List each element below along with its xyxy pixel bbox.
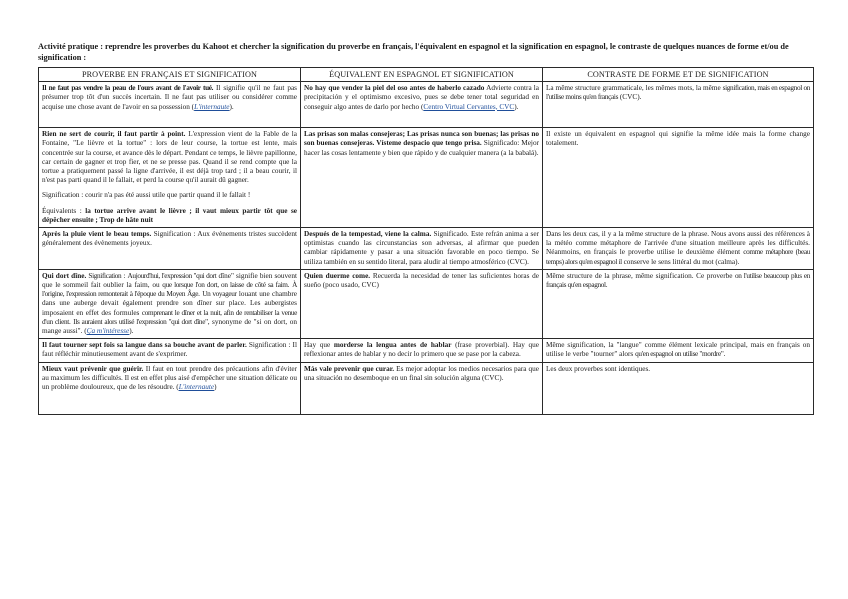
cell-french: Après la pluie vient le beau temps. Signification : Aux évènements tristes succèdent généralement des évènements joyeux.: [39, 228, 301, 270]
equivalents: la tortue arrive avant le lièvre ; il vaut mieux partir tôt que se dépêcher ensuite ; Trop de hâte nuit: [42, 206, 297, 224]
cell-contrast: Les deux proverbes sont identiques.: [543, 362, 814, 414]
cell-spanish: Hay que morderse la lengua antes de hablar (frase proverbial). Hay que reflexionar antes de hablar y no decir lo primero que se pase por la cabeza.: [301, 339, 543, 362]
source-link[interactable]: L'internaute: [178, 383, 215, 392]
cell-contrast: Même structure de la phrase, même signification. Ce proverbe on l'utilise beaucoup plus en français qu'en espagnol.: [543, 269, 814, 338]
meaning: Signification : courir n'a pas été aussi utile que partir quand il le fallait !: [42, 191, 251, 200]
cell-spanish: Más vale prevenir que curar. Es mejor adoptar los medios necesarios para que una situación no desemboque en un final sin solución alguna (CVC).: [301, 362, 543, 414]
table-row: [39, 269, 814, 338]
cell-french: Il faut tourner sept fois sa langue dans sa bouche avant de parler. Signification : Il faut réfléchir minutieusement avant de s'exprimer.: [39, 339, 301, 362]
header-french: PROVERBE EN FRANÇAIS ET SIGNIFICATION: [39, 68, 301, 82]
header-spanish: ÉQUIVALENT EN ESPAGNOL ET SIGNIFICATION: [301, 68, 543, 82]
cell-spanish: Después de la tempestad, viene la calma. Significado. Este refrán anima a ser optimistas cuando las circunstancias son adversas, al afirmar que pueden cambiar rápidamente y pasar a una situación favorable en poco tiempo. Se utiliza también en su sentido literal, para aludir al tiempo atmosférico (CVC).: [301, 228, 543, 270]
proverb-fr: Après la pluie vient le beau temps.: [42, 230, 152, 239]
activity-instructions: Activité pratique : reprendre les proverbes du Kahoot et chercher la signification du proverbe en français, l'équivalent en espagnol et la signification en espagnol, le contraste de quelques nuances de forme et/ou de signification :: [38, 42, 789, 62]
proverbs-table: [38, 67, 814, 415]
source-link[interactable]: L'internaute: [194, 102, 230, 111]
table-row: [39, 228, 814, 270]
cell-contrast: Même signification, la "langue" comme élément lexicale principal, mais en français on utilise le verbe "tourner" alors qu'en espagnol on utilise "mordre".: [543, 339, 814, 362]
source-link[interactable]: Ça m'intéresse: [86, 327, 130, 336]
table-row: [39, 362, 814, 414]
proverb-fr: Rien ne sert de courir, il faut partir à point.: [42, 130, 186, 139]
cell-contrast: Dans les deux cas, il y a la même structure de la phrase. Nous avons aussi des références à la météo comme métaphore de l'arrivée d'une situation meilleure après les difficultés. Néanmoins, en français le proverbe utilise le deuxième élément comme métaphore (beau temps) alors qu'en espagnol il conserve le sens littéral du mot (calma).: [543, 228, 814, 270]
cell-contrast: Il existe un équivalent en espagnol qui signifie la même idée mais la forme change totalement.: [543, 128, 814, 228]
table-row: [39, 339, 814, 362]
cell-french: Il ne faut pas vendre la peau de l'ours avant de l'avoir tué. Il signifie qu'il ne faut pas présumer trop tôt d'un succès incertain. Il ne faut pas utiliser ou considérer comme acquise une chose avant de l'avoir en sa possession (L'internaute).: [39, 82, 301, 128]
cell-spanish: Quien duerme come. Recuerda la necesidad de tener las suficientes horas de sueño (poco usado, CVC): [301, 269, 543, 338]
proverb-fr: Il faut tourner sept fois sa langue dans sa bouche avant de parler.: [42, 341, 247, 350]
proverb-fr: Qui dort dîne.: [42, 271, 87, 280]
proverb-fr: Il ne faut pas vendre la peau de l'ours avant de l'avoir tué.: [42, 84, 214, 93]
proverb-es: morderse la lengua antes de hablar: [333, 341, 452, 350]
proverb-es: Después de la tempestad, viene la calma.: [304, 230, 432, 239]
proverb-es: Quien duerme come.: [304, 271, 371, 280]
cell-spanish: No hay que vender la piel del oso antes de haberlo cazado Advierte contra la precipitación y el optimismo excesivo, pues se debe tener total seguridad en conseguir algo antes de darlo por hecho (Centro Virtual Cervantes, CVC).: [301, 82, 543, 128]
proverb-es: Más vale prevenir que curar.: [304, 364, 395, 373]
header-contrast: CONTRASTE DE FORME ET DE SIGNIFICATION: [543, 68, 814, 82]
cell-contrast: La même structure grammaticale, les mêmes mots, la même signification, mais en espagnol on l'utilise moins qu'en français (CVC).: [543, 82, 814, 128]
table-row: [39, 128, 814, 228]
cell-french: Qui dort dîne. Signification : Aujourd'hui, l'expression "qui dort dîne" signifie bien souvent que le sommeil fait oublier la faim, ou que lorsque l'on dort, on laisse de côté sa faim. À l'origine, l'expression remonterait à l'époque du Moyen Âge. Un voyageur louant une chambre dans une auberge devait également prendre son dîner sur place. Les aubergistes imposaient en effet des formules comprenant le dîner et la nuit, afin de rentabiliser la venue d'un client. Ils auraient alors utilisé l'expression "qui dort dîne", synonyme de "si on dort, on mange aussi". (Ça m'intéresse).: [39, 269, 301, 338]
proverb-es: No hay que vender la piel del oso antes de haberlo cazado: [304, 84, 485, 93]
proverb-es: Las prisas son malas consejeras; Las prisas nunca son buenas; las prisas no son buenas consejeras. Vísteme despacio que tengo prisa.: [304, 130, 539, 148]
cell-spanish: Las prisas son malas consejeras; Las prisas nunca son buenas; las prisas no son buenas consejeras. Vísteme despacio que tengo prisa. Significado: Mejor hacer las cosas lentamente y bien que rápido y de cualquier manera (a la babalá).: [301, 128, 543, 228]
proverb-fr: Mieux vaut prévenir que guérir.: [42, 364, 144, 373]
cell-french: Mieux vaut prévenir que guérir. Il faut en tout prendre des précautions afin d'éviter au maximum les difficultés. Il est en effet plus aisé d'empêcher une situation délicate ou un problème douloureux, que de les résoudre. (L'internaute): [39, 362, 301, 414]
cell-french: Rien ne sert de courir, il faut partir à point. L'expression vient de la Fable de la Fontaine, "Le lièvre et la tortue" : lors de leur course, la tortue est lente, mais concentrée sur la course, et avance dès le départ. Pendant ce temps, le lièvre papillonne, car certain de gagner et trop fier, et ne se presse pas. Quand il se rend compte que la tortue a pratiquement passé la ligne d'arrivée, il est déjà trop tard ; il a beau courir, il n'est pas parti quand il le fallait, et perd la course qu'il aurait dû gagner. Signification : courir n'a pas été aussi utile que partir quand il le fallait ! Équivalents : la tortue arrive avant le lièvre ; il vaut mieux partir tôt que se dépêcher ensuite ; Trop de hâte nuit: [39, 128, 301, 228]
source-link[interactable]: Centro Virtual Cervantes, CVC: [423, 102, 515, 111]
table-header-row: [39, 68, 814, 82]
table-row: [39, 82, 814, 128]
